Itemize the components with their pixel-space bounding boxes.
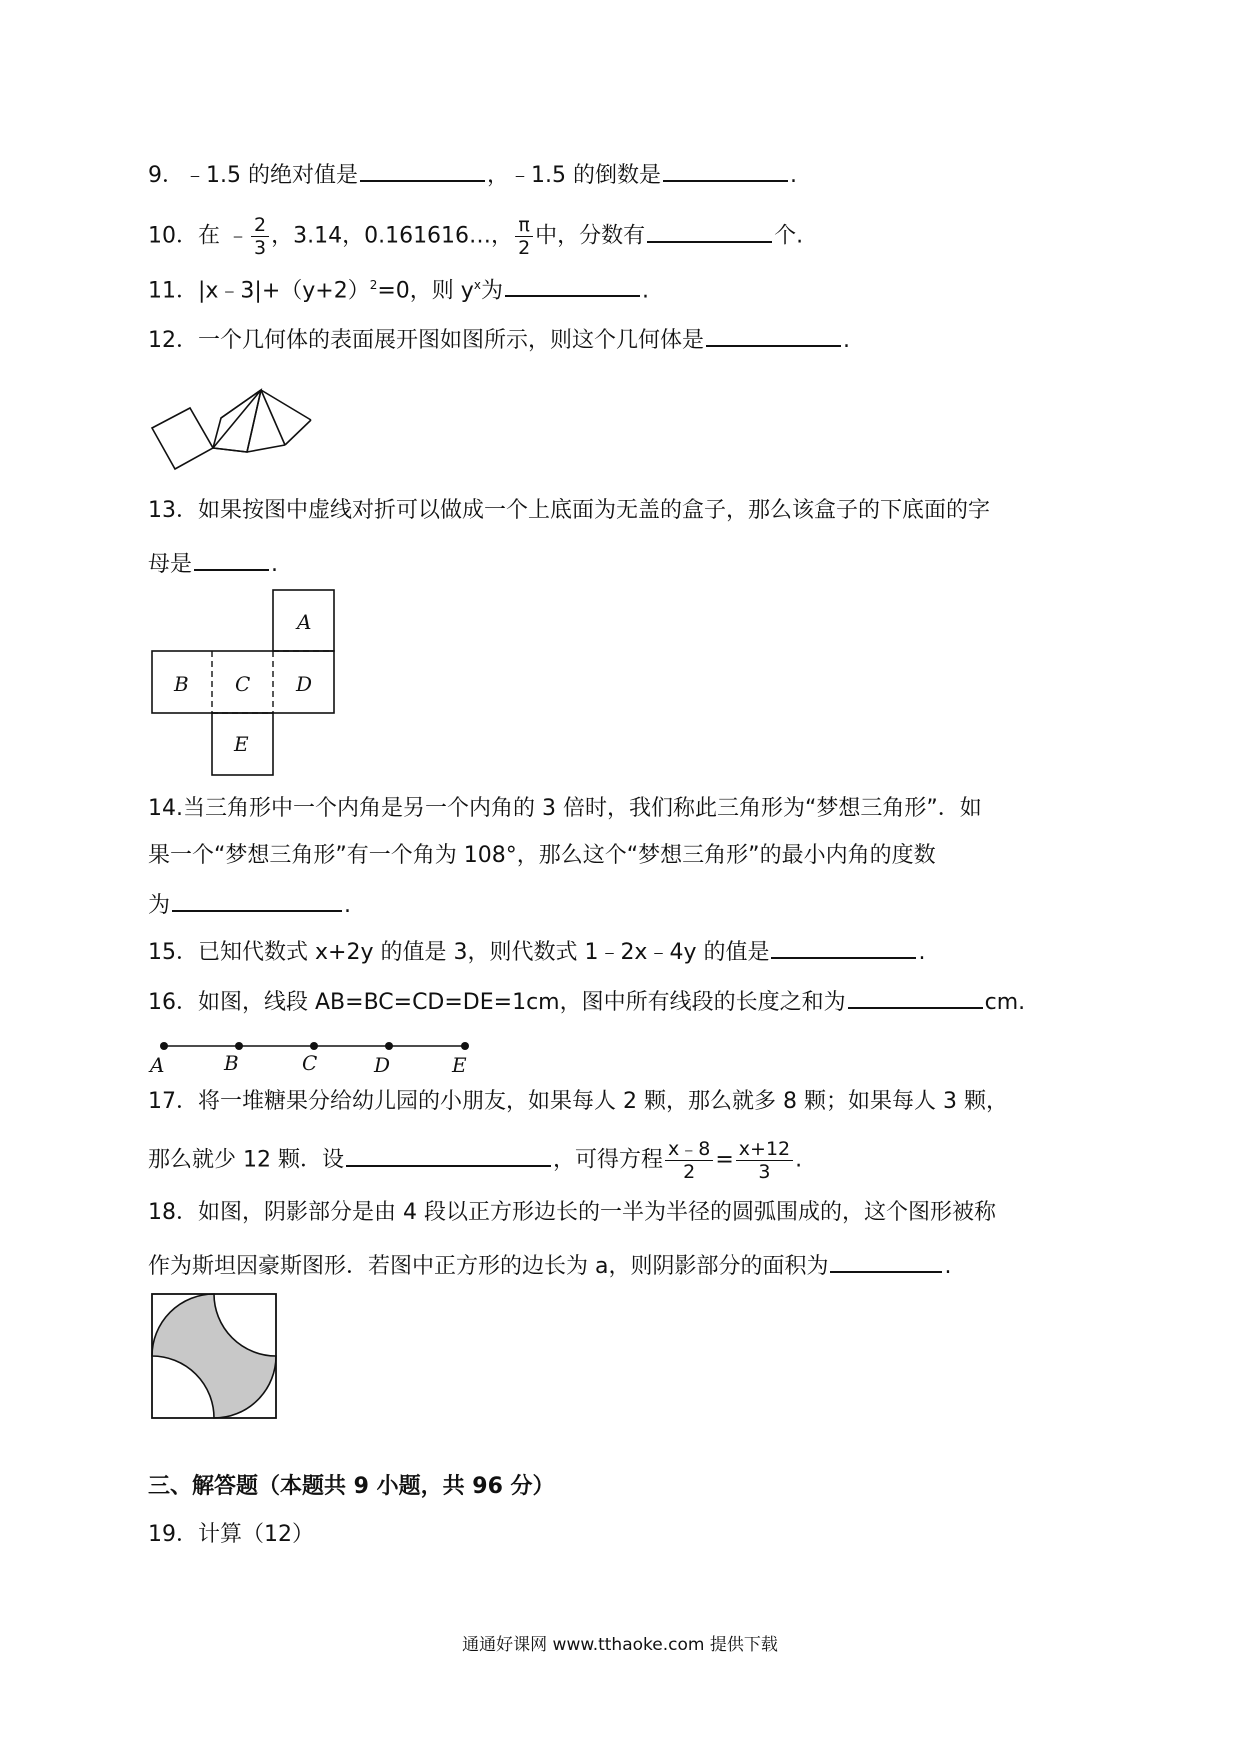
question-10: 10．在 ﹣ $\frac{2}{3}$ ，3.14，0.161616…， $\frac{\pi}{2}$ 中，分数有 个. (148, 214, 804, 259)
section-title: 三、解答题（本题共 9 小题，共 96 分） (148, 1474, 555, 1499)
segment-figure (148, 1028, 488, 1078)
fraction: $\frac{x﹣8}{2}$ (665, 1138, 713, 1183)
answer-blank[interactable] (771, 935, 916, 959)
question-17-cont: 那么就少 12 颗．设 ，可得方程 $\frac{x﹣8}{2}$ = $\frac{x+12}{3}$ . (148, 1138, 803, 1183)
square-face (152, 408, 213, 469)
label-b: B (174, 672, 189, 696)
question-14: 14.当三角形中一个内角是另一个内角的 3 倍时，我们称此三角形为“梦想三角形”．如 (148, 796, 982, 821)
label-e: E (234, 732, 249, 756)
label-a: A (150, 1053, 165, 1077)
question-15: 15．已知代数式 x+2y 的值是 3，则代数式 1﹣2x﹣4y 的值是 . (148, 935, 925, 968)
question-16: 16．如图，线段 AB=BC=CD=DE=1cm，图中所有线段的长度之和为 cm. (148, 985, 1025, 1018)
question-14-cont2: 为 . (148, 888, 351, 921)
answer-blank[interactable] (346, 1143, 551, 1167)
pyramid-net-figure (145, 370, 360, 480)
answer-blank[interactable] (848, 985, 983, 1009)
question-17: 17．将一堆糖果分给幼儿园的小朋友，如果每人 2 颗，那么就多 8 颗；如果每人 3 颗， (148, 1089, 1008, 1114)
question-18-cont: 作为斯坦因豪斯图形．若图中正方形的边长为 a，则阴影部分的面积为 . (148, 1249, 951, 1282)
steinhaus-figure (150, 1292, 282, 1424)
question-14-cont: 果一个“梦想三角形”有一个角为 108°，那么这个“梦想三角形”的最小内角的度数 (148, 843, 936, 868)
point-a (160, 1042, 168, 1050)
label-c: C (302, 1051, 318, 1075)
page-footer: 通通好课网 www.tthaoke.com 提供下载 (462, 1635, 778, 1655)
answer-blank[interactable] (647, 219, 772, 243)
answer-blank[interactable] (172, 888, 342, 912)
label-e: E (452, 1053, 467, 1077)
label-c: C (235, 672, 251, 696)
answer-blank[interactable] (360, 158, 485, 182)
box-net-figure (150, 588, 340, 778)
question-18: 18．如图，阴影部分是由 4 段以正方形边长的一半为半径的圆弧围成的，这个图形被称 (148, 1200, 996, 1225)
question-13: 13．如果按图中虚线对折可以做成一个上底面为无盖的盒子，那么该盒子的下底面的字 (148, 498, 991, 523)
point-d (385, 1042, 393, 1050)
question-19: 19．计算（12） (148, 1522, 314, 1547)
question-11: 11．$|x﹣3|+(y+2)^2=0$，则 $y^x$为 . (148, 270, 649, 306)
answer-blank[interactable] (830, 1249, 942, 1273)
label-d: D (296, 672, 313, 696)
point-b (235, 1042, 243, 1050)
question-9: 9．﹣1.5 的绝对值是 ，﹣1.5 的倒数是 . (148, 158, 797, 191)
fraction: $\frac{\pi}{2}$ (515, 214, 533, 259)
point-e (461, 1042, 469, 1050)
question-12: 12．一个几何体的表面展开图如图所示，则这个几何体是 . (148, 323, 850, 356)
fraction: $\frac{x+12}{3}$ (736, 1138, 793, 1183)
question-13-cont: 母是 . (148, 547, 278, 580)
fraction: $\frac{2}{3}$ (251, 214, 269, 259)
answer-blank[interactable] (505, 273, 640, 297)
label-b: B (224, 1051, 239, 1075)
point-c (310, 1042, 318, 1050)
answer-blank[interactable] (663, 158, 788, 182)
answer-blank[interactable] (706, 323, 841, 347)
shaded-region (152, 1294, 276, 1418)
label-a: A (297, 610, 312, 634)
label-d: D (374, 1053, 391, 1077)
answer-blank[interactable] (194, 547, 269, 571)
